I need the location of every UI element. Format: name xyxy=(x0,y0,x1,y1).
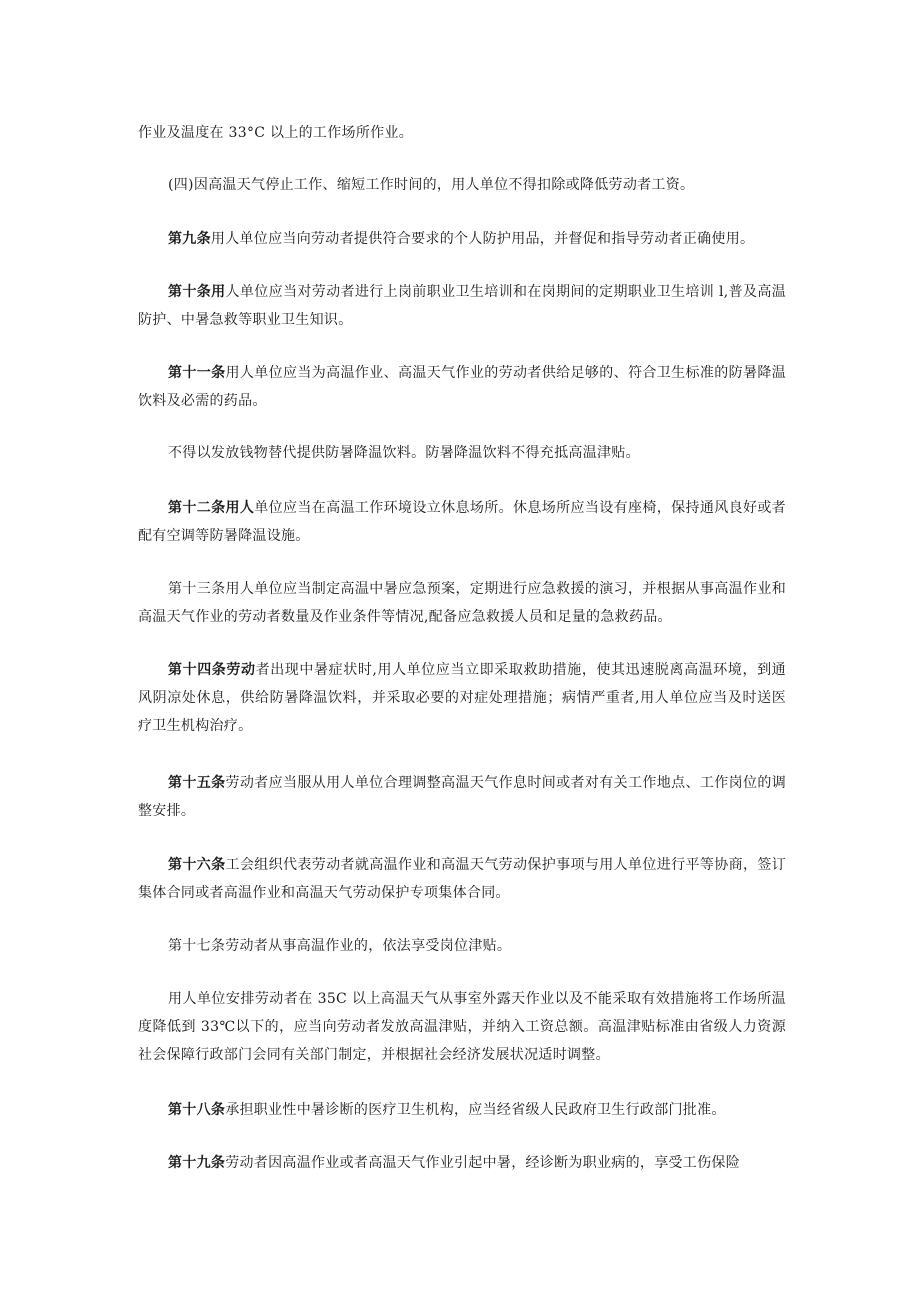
article-text: 人单位应当对劳动者进行上岗前职业卫生培训和在岗期间的定期职业卫生培训 l,普及高温防护、中暑急救等职业卫生知识。 xyxy=(138,284,786,328)
article-15 xyxy=(138,769,786,825)
article-9 xyxy=(138,225,786,253)
article-17 xyxy=(138,932,786,960)
article-text: 第十七条劳动者从事高温作业的，依法享受岗位津贴。 xyxy=(168,938,512,954)
paragraph-text: 不得以发放钱物替代提供防暑降温饮料。防暑降温饮料不得充抵高温津贴。 xyxy=(168,445,640,461)
article-18 xyxy=(138,1096,786,1124)
article-text: 劳动者应当服从用人单位合理调整高温天气作息时间或者对有关工作地点、工作岗位的调整安排。 xyxy=(138,775,786,819)
article-text: 工会组织代表劳动者就高温作业和高温天气劳动保护事项与用人单位进行平等协商，签订集体合同或者高温作业和高温天气劳动保护专项集体合同。 xyxy=(138,857,786,901)
paragraph-allowance xyxy=(138,985,786,1069)
article-heading: 第十八条 xyxy=(168,1102,226,1118)
article-heading: 第十二条用人 xyxy=(168,500,255,516)
article-19 xyxy=(138,1149,786,1177)
article-text: 者出现中暑症状时,用人单位应当立即采取救助措施，使其迅速脱离高温环境，到通风阴凉处休息，供给防暑降温饮料，并采取必要的对症处理措施；病情严重者,用人单位应当及时送医疗卫生机构治疗。 xyxy=(138,662,786,734)
article-11 xyxy=(138,359,786,415)
paragraph-text: (四)因高温天气停止工作、缩短工作时间的，用人单位不得扣除或降低劳动者工资。 xyxy=(168,177,695,193)
article-text: 单位应当在高温工作环境设立休息场所。休息场所应当设有座椅，保持通风良好或者配有空调等防暑降温设施。 xyxy=(138,500,786,544)
article-10 xyxy=(138,278,786,334)
article-text: 用人单位应当为高温作业、高温天气作业的劳动者供给足够的、符合卫生标准的防暑降温饮料及必需的药品。 xyxy=(138,365,786,409)
article-14 xyxy=(138,656,786,740)
paragraph-beverage-note xyxy=(138,439,786,467)
article-16 xyxy=(138,851,786,907)
article-heading: 第十九条 xyxy=(168,1155,226,1171)
article-text: 劳动者因高温作业或者高温天气作业引起中暑，经诊断为职业病的，享受工伤保险 xyxy=(225,1155,741,1171)
paragraph-continuation xyxy=(138,119,786,147)
article-heading: 第十五条 xyxy=(168,775,226,791)
paragraph-text: 作业及温度在 33°C 以上的工作场所作业。 xyxy=(138,125,414,141)
paragraph-item-4 xyxy=(138,171,786,199)
article-heading: 第九条 xyxy=(168,231,211,247)
article-text: 用人单位应当向劳动者提供符合要求的个人防护用品，并督促和指导劳动者正确使用。 xyxy=(210,231,755,247)
article-text: 第十三条用人单位应当制定高温中暑应急预案，定期进行应急救援的演习，并根据从事高温作业和高温天气作业的劳动者数量及作业条件等情况,配备应急救援人员和足量的急救药品。 xyxy=(138,581,786,625)
article-13 xyxy=(138,575,786,631)
article-12 xyxy=(138,494,786,550)
paragraph-text: 用人单位安排劳动者在 35C 以上高温天气从事室外露天作业以及不能采取有效措施将工作场所温度降低到 33℃以下的，应当向劳动者发放高温津贴，并纳入工资总额。高温津贴标准由省级人力资源社会保障行政部门会同有关部门制定，并根据社会经济发展状况适时调整。 xyxy=(138,991,786,1063)
article-text: 承担职业性中暑诊断的医疗卫生机构，应当经省级人民政府卫生行政部门批准。 xyxy=(225,1102,726,1118)
article-heading: 第十条用 xyxy=(168,284,226,300)
article-heading: 第十四条劳动 xyxy=(168,662,256,678)
article-heading: 第十一条 xyxy=(168,365,226,381)
article-heading: 第十六条 xyxy=(168,857,226,873)
